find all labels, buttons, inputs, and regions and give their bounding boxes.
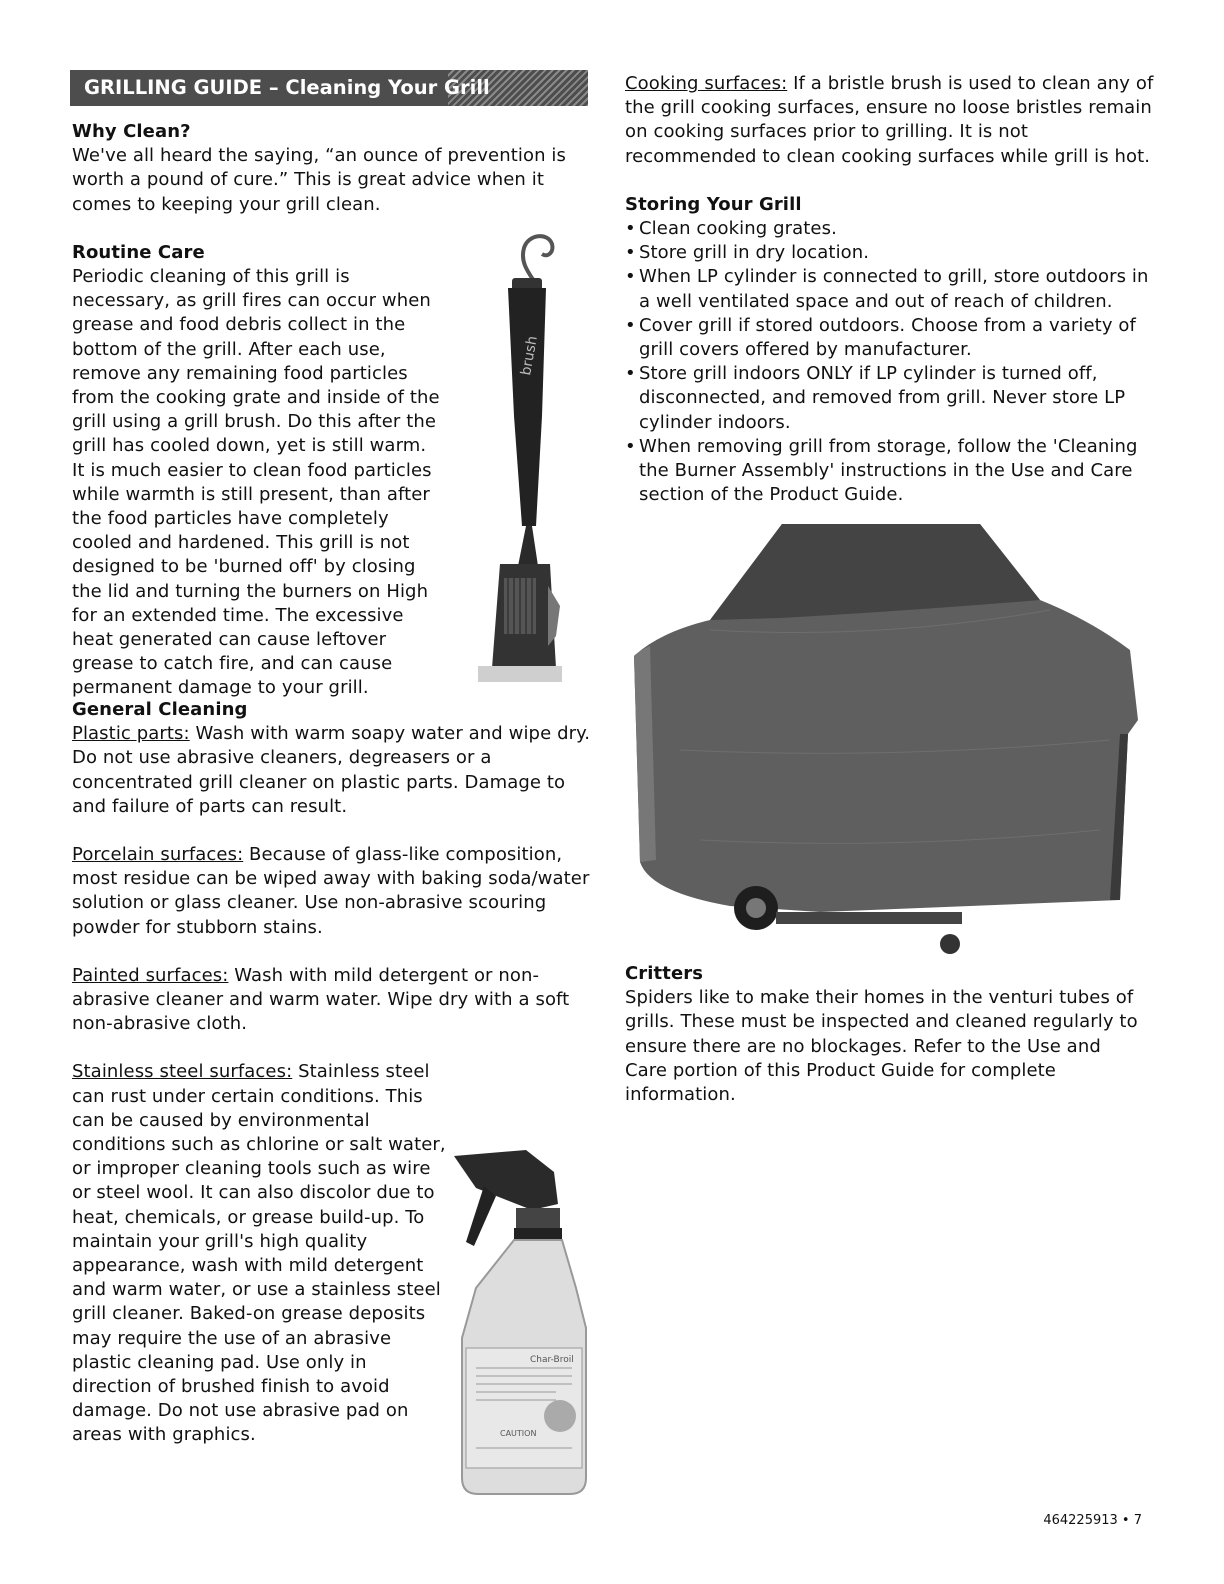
brush-brand-text: brush [518, 334, 541, 377]
plastic-label: Plastic parts: [72, 723, 190, 745]
why-clean-text: We've all heard the saying, “an ounce of prevention is worth a pound of cure.” This is great advice when it comes to keeping your grill clean. [72, 145, 567, 215]
plastic-text: Wash with warm soapy water and wipe dry. Do not use abrasive cleaners, degreasers or a concentrated grill cleaner on plastic parts. Damage to and failure of parts can result. [72, 723, 591, 817]
cooking-label: Cooking surfaces: [625, 73, 788, 94]
stainless-paragraph [72, 1060, 450, 1447]
storing-list [625, 217, 1155, 507]
cleaner-bottle-image [436, 1148, 606, 1498]
cooking-paragraph [625, 72, 1155, 169]
banner-title: GRILLING GUIDE – Cleaning Your Grill [84, 76, 490, 99]
storing-item: • Store grill in dry location. [625, 241, 1155, 265]
routine-care-text: Periodic cleaning of this grill is necessary, as grill fires can occur when grease and food debris collect in the bottom of the grill. After each use, remove any remaining food particles from the cooking grate and inside of the grill using a grill brush. Do this after the grill has cooled down, yet is still warm. It is much easier to clean food particles while warmth is still present, than after the food particles have completely cooled and hardened. This grill is not designed to be 'burned off' by closing the lid and turning the burners on High for an extended time. The excessive heat generated can cause leftover grease to catch fire, and can cause permanent damage to your grill. [72, 266, 440, 699]
page-number: 464225913 • 7 [1043, 1513, 1142, 1528]
storing-item: • Clean cooking grates. [625, 217, 1155, 241]
storing-heading: Storing Your Grill [625, 193, 802, 215]
storing-item: • Store grill indoors ONLY if LP cylinder is turned off, disconnected, and removed from grill. Never store LP cylinder indoors. [625, 362, 1155, 435]
porcelain-label: Porcelain surfaces: [72, 844, 244, 866]
grill-cover-image [620, 520, 1144, 960]
critters-heading: Critters [625, 963, 704, 984]
porcelain-text: Because of glass-like composition, most residue can be wiped away with baking soda/water solution or glass cleaner. Use non-abrasive scouring powder for stubborn stains. [72, 844, 590, 938]
storing-item: • When removing grill from storage, follow the 'Cleaning the Burner Assembly' instructions in the Use and Care section of the Product Guide. [625, 435, 1155, 508]
right-column-top [625, 72, 1155, 507]
bottle-brand-text: Char-Broil [530, 1355, 574, 1365]
porcelain-paragraph [72, 843, 592, 940]
right-column-bottom [625, 962, 1145, 1107]
stainless-text: Stainless steel can rust under certain conditions. This can be caused by environmental conditions such as chlorine or salt water, or improper cleaning tools such as wire or steel wool. It can also discolor due to heat, chemicals, or grease build-up. To maintain your grill's high quality appearance, wash with mild detergent and warm water, or use a stainless steel grill cleaner. Baked-on grease deposits may require the use of an abrasive plastic cleaning pad. Use only in direction of brushed finish to avoid damage. Do not use abrasive pad on areas with graphics. [72, 1061, 446, 1446]
stainless-label: Stainless steel surfaces: [72, 1061, 293, 1083]
painted-label: Painted surfaces: [72, 964, 229, 986]
section-banner [70, 70, 588, 106]
plastic-paragraph [72, 722, 592, 819]
painted-paragraph [72, 964, 592, 1037]
why-clean-heading: Why Clean? [72, 121, 191, 142]
painted-text: Wash with mild detergent or non-abrasive cleaner and warm water. Wipe dry with a soft non-abrasive cloth. [72, 964, 570, 1035]
general-cleaning-heading: General Cleaning [72, 699, 248, 720]
storing-item: • When LP cylinder is connected to grill, store outdoors in a well ventilated space and out of reach of children. [625, 265, 1155, 313]
bottle-caution-text: CAUTION [500, 1429, 537, 1438]
critters-text: Spiders like to make their homes in the venturi tubes of grills. These must be inspected and cleaned regularly to ensure there are no blockages. Refer to the Use and Care portion of this Product Guide for complete information. [625, 987, 1138, 1106]
storing-item: • Cover grill if stored outdoors. Choose from a variety of grill covers offered by manufacturer. [625, 314, 1155, 362]
cooking-text: If a bristle brush is used to clean any of the grill cooking surfaces, ensure no loose bristles remain on cooking surfaces prior to grilling. It is not recommended to clean cooking surfaces while grill is hot. [625, 73, 1154, 167]
grill-brush-image [468, 226, 568, 686]
routine-care-heading: Routine Care [72, 241, 205, 263]
